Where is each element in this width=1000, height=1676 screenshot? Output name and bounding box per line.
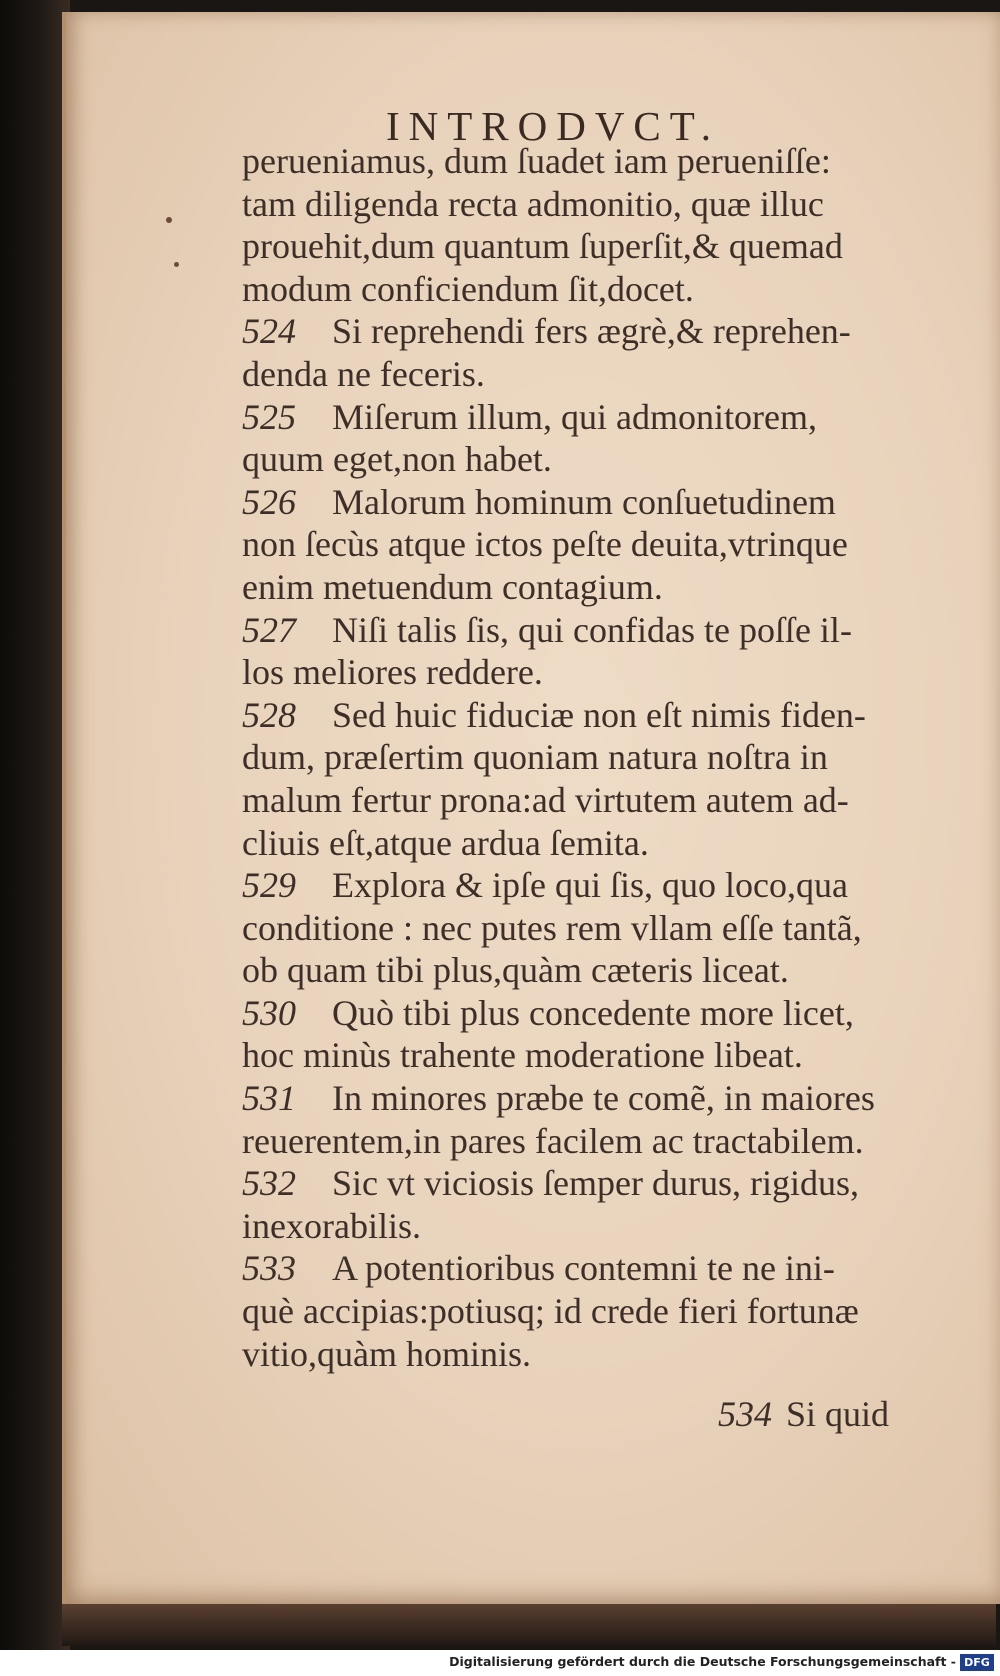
text-line — [242, 864, 922, 907]
line-text: A potentioribus contemni te ne ini- — [332, 1248, 835, 1289]
text-line — [242, 1120, 922, 1163]
line-text: Miſerum illum, qui admonitorem, — [332, 396, 817, 437]
text-line — [242, 949, 922, 992]
running-head: INTRODVCT. — [385, 103, 721, 149]
text-line — [242, 736, 922, 779]
line-text: hoc minùs trahente moderatione libeat. — [242, 1035, 803, 1076]
line-text: enim metuendum contagium. — [242, 566, 663, 607]
line-text: Sic vt viciosis ſemper durus, rigidus, — [332, 1163, 859, 1204]
footer-bar — [0, 1650, 1000, 1676]
line-text: tam diligenda recta admonitio, quæ illuc — [242, 183, 824, 224]
text-line — [242, 183, 922, 226]
line-text: dum, præſertim quoniam natura noſtra in — [242, 737, 828, 778]
line-text: Quò tibi plus concedente more licet, — [332, 992, 854, 1033]
text-line — [242, 481, 922, 524]
text-line — [242, 1247, 922, 1290]
line-text: ob quam tibi plus,quàm cæteris liceat. — [242, 950, 789, 991]
entry-number: 530 — [242, 992, 296, 1033]
line-text: Explora & ipſe qui ſis, quo loco,qua — [332, 865, 848, 906]
text-line — [242, 694, 922, 737]
dfg-logo-icon: DFG — [960, 1654, 994, 1671]
text-line — [242, 140, 922, 183]
line-text: prouehit,dum quantum ſuperſit,& quemad — [242, 226, 843, 267]
text-line — [242, 992, 922, 1035]
line-text: denda ne feceris. — [242, 353, 485, 394]
entry-number: 529 — [242, 865, 296, 906]
text-line — [242, 438, 922, 481]
text-line — [242, 225, 922, 268]
entry-number: 524 — [242, 311, 296, 352]
catchword-number: 534 — [718, 1394, 772, 1434]
line-text: los meliores reddere. — [242, 652, 543, 693]
text-line — [242, 779, 922, 822]
text-line — [242, 1205, 922, 1248]
entry-number: 532 — [242, 1163, 296, 1204]
text-line — [242, 353, 922, 396]
line-text: inexorabilis. — [242, 1205, 421, 1246]
text-line — [242, 822, 922, 865]
entry-number: 527 — [242, 609, 296, 650]
text-line — [242, 609, 922, 652]
text-line — [242, 1077, 922, 1120]
text-line — [242, 1034, 922, 1077]
funding-credit: Digitalisierung gefördert durch die Deutsche Forschungsgemeinschaft - — [449, 1654, 956, 1669]
text-line — [242, 651, 922, 694]
text-line — [242, 396, 922, 439]
line-text: reuerentem,in pares facilem ac tractabilem. — [242, 1120, 864, 1161]
line-text: perueniamus, dum ſuadet iam perueniſſe: — [242, 141, 831, 181]
text-line — [242, 310, 922, 353]
body-text — [242, 140, 922, 1375]
line-text: vitio,quàm hominis. — [242, 1333, 532, 1374]
text-line — [242, 907, 922, 950]
entry-number: 525 — [242, 396, 296, 437]
entry-number: 528 — [242, 694, 296, 735]
line-text: Si reprehendi fers ægrè,& reprehen- — [332, 311, 851, 352]
line-text: Malorum hominum conſuetudinem — [332, 481, 836, 522]
line-text: non ſecùs atque ictos peſte deuita,vtrinque — [242, 524, 848, 565]
margin-mark — [174, 262, 179, 267]
line-text: In minores præbe te comẽ, in maiores — [332, 1078, 875, 1119]
entry-number: 531 — [242, 1078, 296, 1119]
book-spine-edge — [0, 0, 70, 1676]
line-text: cliuis eſt,atque ardua ſemita. — [242, 822, 649, 863]
text-line — [242, 268, 922, 311]
line-text: què accipias:potiusq; id crede fieri fortunæ — [242, 1291, 859, 1332]
line-text: quum eget,non habet. — [242, 439, 552, 480]
entry-number: 526 — [242, 481, 296, 522]
text-line — [242, 1333, 922, 1376]
line-text: malum fertur prona:ad virtutem autem ad- — [242, 779, 849, 820]
text-line — [242, 566, 922, 609]
line-text: modum conficiendum ſit,docet. — [242, 268, 694, 309]
entry-number: 533 — [242, 1248, 296, 1289]
margin-mark — [166, 217, 172, 223]
line-text: Niſi talis ſis, qui confidas te poſſe il- — [332, 609, 852, 650]
page-bottom-edge — [62, 1604, 996, 1646]
catchword-text: Si quid — [786, 1394, 890, 1434]
text-line — [242, 1290, 922, 1333]
text-line — [242, 1162, 922, 1205]
line-text: conditione : nec putes rem vllam eſſe tantã, — [242, 907, 862, 948]
catchword — [718, 1393, 889, 1435]
text-line — [242, 523, 922, 566]
line-text: Sed huic fiduciæ non eſt nimis fiden- — [332, 694, 866, 735]
